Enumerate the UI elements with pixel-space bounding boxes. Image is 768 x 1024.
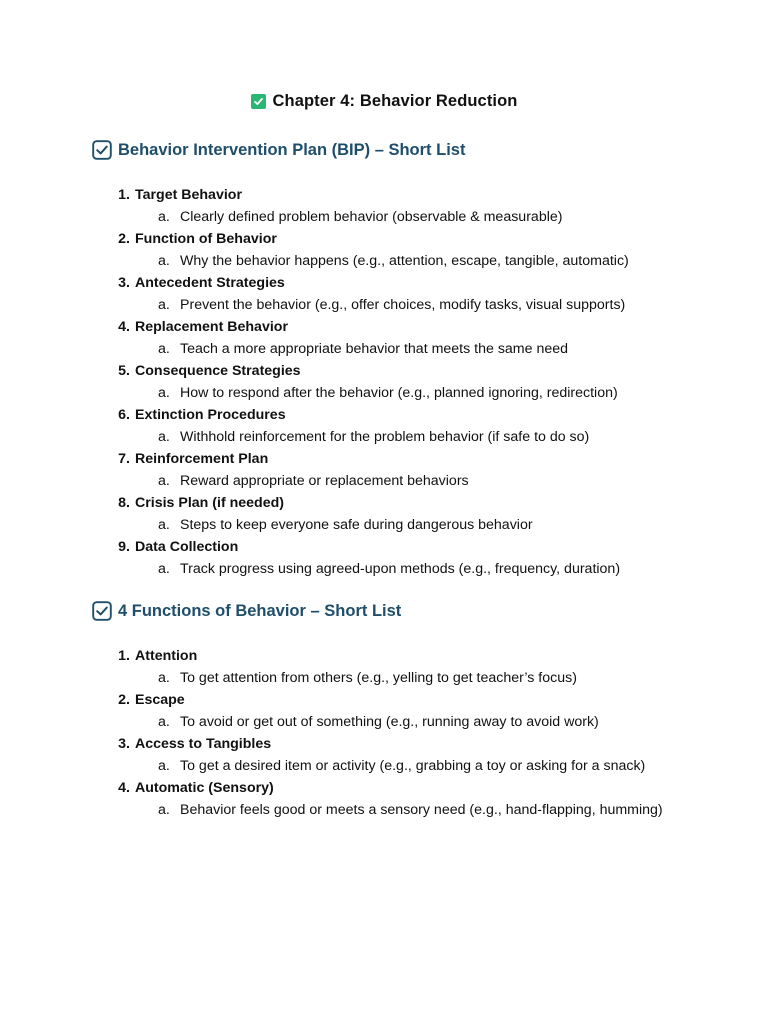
item-number: 2. bbox=[118, 692, 130, 708]
item-number: 2. bbox=[118, 231, 130, 247]
sub-item-letter: a. bbox=[158, 297, 170, 313]
sub-item-letter: a. bbox=[158, 341, 170, 357]
sub-item-text: Teach a more appropriate behavior that meets the same need bbox=[180, 341, 569, 357]
sub-item-text: To avoid or get out of something (e.g., running away to avoid work) bbox=[180, 714, 599, 730]
item-number: 1. bbox=[118, 187, 130, 203]
sub-item-letter: a. bbox=[158, 802, 170, 818]
list-item bbox=[92, 316, 732, 360]
item-title: Extinction Procedures bbox=[135, 407, 286, 423]
list-item bbox=[92, 448, 732, 492]
list-item bbox=[92, 228, 732, 272]
sub-item-text: Track progress using agreed-upon methods (e.g., frequency, duration) bbox=[180, 561, 621, 577]
document-title bbox=[0, 92, 768, 111]
item-title: Reinforcement Plan bbox=[135, 451, 269, 467]
sub-item-letter: a. bbox=[158, 714, 170, 730]
numbered-list bbox=[92, 184, 732, 580]
section-heading-text: 4 Functions of Behavior – Short List bbox=[118, 601, 402, 620]
item-title: Escape bbox=[135, 692, 185, 708]
item-title: Crisis Plan (if needed) bbox=[135, 495, 285, 511]
sub-item-letter: a. bbox=[158, 561, 170, 577]
document-title-text: Chapter 4: Behavior Reduction bbox=[272, 92, 518, 110]
item-title: Antecedent Strategies bbox=[135, 275, 285, 291]
sub-item-text: Behavior feels good or meets a sensory need (e.g., hand-flapping, humming) bbox=[180, 802, 663, 818]
list-item bbox=[92, 777, 732, 821]
item-number: 6. bbox=[118, 407, 130, 423]
list-item bbox=[92, 272, 732, 316]
item-number: 5. bbox=[118, 363, 130, 379]
item-title: Data Collection bbox=[135, 539, 239, 555]
sub-item-letter: a. bbox=[158, 517, 170, 533]
item-number: 1. bbox=[118, 648, 130, 664]
sub-item-text: Withhold reinforcement for the problem behavior (if safe to do so) bbox=[180, 429, 590, 445]
list-item bbox=[92, 733, 732, 777]
sub-item-text: To get a desired item or activity (e.g., grabbing a toy or asking for a snack) bbox=[180, 758, 646, 774]
item-number: 4. bbox=[118, 319, 130, 335]
sub-item-letter: a. bbox=[158, 670, 170, 686]
item-number: 8. bbox=[118, 495, 130, 511]
sub-item-letter: a. bbox=[158, 429, 170, 445]
item-title: Automatic (Sensory) bbox=[135, 780, 274, 796]
sub-item-text: To get attention from others (e.g., yelling to get teacher’s focus) bbox=[180, 670, 577, 686]
sub-item-letter: a. bbox=[158, 758, 170, 774]
item-title: Consequence Strategies bbox=[135, 363, 301, 379]
sub-item-text: How to respond after the behavior (e.g., planned ignoring, redirection) bbox=[180, 385, 618, 401]
item-number: 3. bbox=[118, 275, 130, 291]
list-item bbox=[92, 536, 732, 580]
item-title: Attention bbox=[135, 648, 198, 664]
section-heading bbox=[92, 600, 732, 622]
section-heading-text: Behavior Intervention Plan (BIP) – Short List bbox=[118, 140, 466, 159]
item-title: Access to Tangibles bbox=[135, 736, 272, 752]
list-item bbox=[92, 404, 732, 448]
list-item bbox=[92, 360, 732, 404]
item-title: Function of Behavior bbox=[135, 231, 277, 247]
section-functions bbox=[92, 600, 732, 821]
list-item bbox=[92, 184, 732, 228]
list-item bbox=[92, 689, 732, 733]
numbered-list bbox=[92, 645, 732, 821]
item-number: 7. bbox=[118, 451, 130, 467]
item-title: Target Behavior bbox=[135, 187, 242, 203]
sub-item-text: Steps to keep everyone safe during dangerous behavior bbox=[180, 517, 533, 533]
sub-item-text: Prevent the behavior (e.g., offer choices, modify tasks, visual supports) bbox=[180, 297, 626, 313]
green-checkbox-icon bbox=[251, 94, 266, 109]
sub-item-letter: a. bbox=[158, 253, 170, 269]
checkbox-outline-icon bbox=[92, 601, 112, 621]
sub-item-text: Why the behavior happens (e.g., attention, escape, tangible, automatic) bbox=[180, 253, 629, 269]
list-item bbox=[92, 645, 732, 689]
sub-item-letter: a. bbox=[158, 385, 170, 401]
section-heading bbox=[92, 139, 732, 161]
sub-item-letter: a. bbox=[158, 209, 170, 225]
sub-item-text: Reward appropriate or replacement behaviors bbox=[180, 473, 469, 489]
item-number: 9. bbox=[118, 539, 130, 555]
item-title: Replacement Behavior bbox=[135, 319, 288, 335]
section-bip bbox=[92, 139, 732, 580]
item-number: 4. bbox=[118, 780, 130, 796]
checkbox-outline-icon bbox=[92, 140, 112, 160]
list-item bbox=[92, 492, 732, 536]
item-number: 3. bbox=[118, 736, 130, 752]
sub-item-letter: a. bbox=[158, 473, 170, 489]
sub-item-text: Clearly defined problem behavior (observable & measurable) bbox=[180, 209, 563, 225]
